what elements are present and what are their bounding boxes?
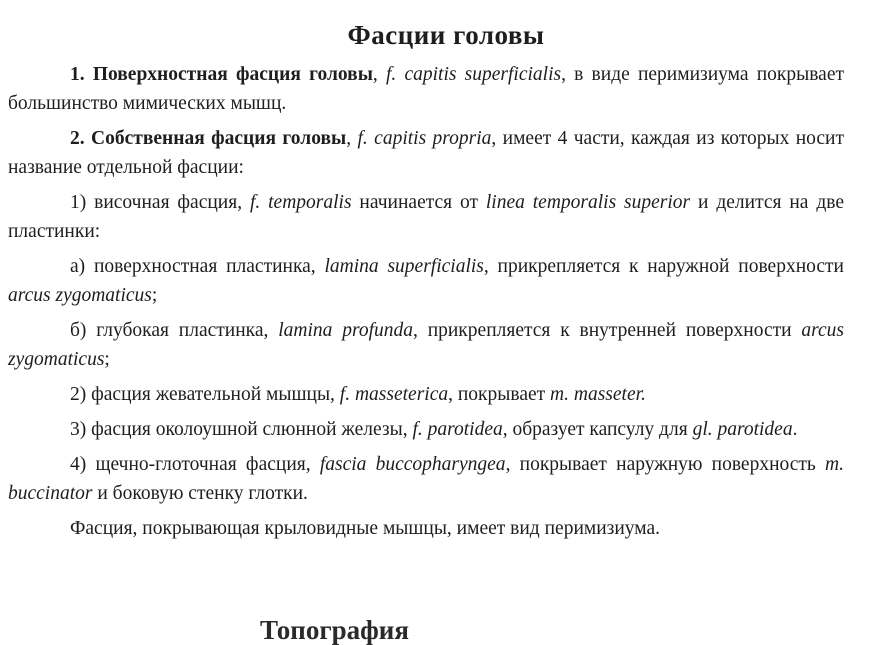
item-text: и делится на две пластинки:	[8, 192, 844, 242]
item-text: 3) фасция околоушной слюнной железы,	[70, 419, 413, 440]
item-text: , прикрепляется к наружной поверхности	[483, 256, 844, 277]
latin-term: m. masseter.	[550, 384, 646, 405]
item-buccopharyngeal-fascia	[8, 450, 844, 508]
item-text: и боковую стенку глотки.	[92, 483, 308, 504]
item-text: а) поверхностная пластинка,	[70, 256, 325, 277]
latin-term: gl. parotidea	[692, 419, 793, 440]
latin-term: lamina profunda	[278, 320, 413, 341]
item-text: , образует капсулу для	[502, 419, 693, 440]
item-deep-lamina	[8, 316, 844, 374]
paragraph-text: Фасция, покрывающая крыловидные мышцы, имеет вид перимизиума.	[70, 518, 661, 539]
separator: ,	[372, 64, 386, 85]
item-text: б) глубокая пластинка,	[70, 320, 279, 341]
item-text: начинается от	[351, 192, 486, 213]
paragraph-number: 2.	[70, 128, 91, 149]
paragraph-text: , в виде перимизиума покрывает большинство мимических мышц.	[8, 64, 845, 114]
latin-term: m. buccinator	[8, 454, 844, 504]
item-text: 4) щечно-глоточная фасция,	[70, 454, 320, 475]
term-bold: Поверхностная фасция головы	[92, 64, 373, 85]
document-body	[8, 60, 844, 543]
item-text: 1) височная фасция,	[70, 192, 250, 213]
page-title: Фасции головы	[347, 20, 545, 50]
paragraph-proper-fascia	[8, 124, 844, 182]
paragraph-superficial-fascia	[8, 60, 844, 118]
latin-term: arcus zygomaticus	[8, 285, 152, 306]
paragraph-pterygoid-fascia	[8, 514, 844, 543]
item-text: , покрывает наружную поверхность	[505, 454, 826, 475]
item-text: 2) фасция жевательной мышцы,	[70, 384, 340, 405]
latin-term: f. temporalis	[249, 192, 352, 213]
item-text: ;	[104, 349, 110, 370]
item-text: , покрывает	[448, 384, 551, 405]
item-temporal-fascia	[8, 188, 844, 246]
item-masseteric-fascia	[8, 380, 844, 409]
latin-term: linea temporalis superior	[485, 192, 691, 213]
term-bold: Собственная фасция головы	[91, 128, 347, 149]
item-superficial-lamina	[8, 252, 844, 310]
item-text: .	[792, 419, 798, 440]
latin-term: f. masseterica	[339, 384, 449, 405]
next-section-heading-cut: Топография	[260, 615, 409, 645]
latin-term: lamina superficialis	[324, 256, 484, 277]
paragraph-text: , имеет 4 части, каждая из которых носит название отдельной фасции:	[8, 128, 845, 178]
latin-term: f. capitis superficialis	[386, 64, 562, 85]
latin-term: fascia buccopharyngea	[319, 454, 506, 475]
latin-term: arcus zygomaticus	[8, 320, 845, 370]
item-parotid-fascia	[8, 415, 844, 444]
paragraph-number: 1.	[70, 64, 93, 85]
separator: ,	[346, 128, 358, 149]
latin-term: f. capitis propria	[357, 128, 492, 149]
latin-term: f. parotidea	[412, 419, 503, 440]
item-text: ;	[151, 285, 158, 306]
item-text: , прикрепляется к внутренней поверхности	[412, 320, 802, 341]
